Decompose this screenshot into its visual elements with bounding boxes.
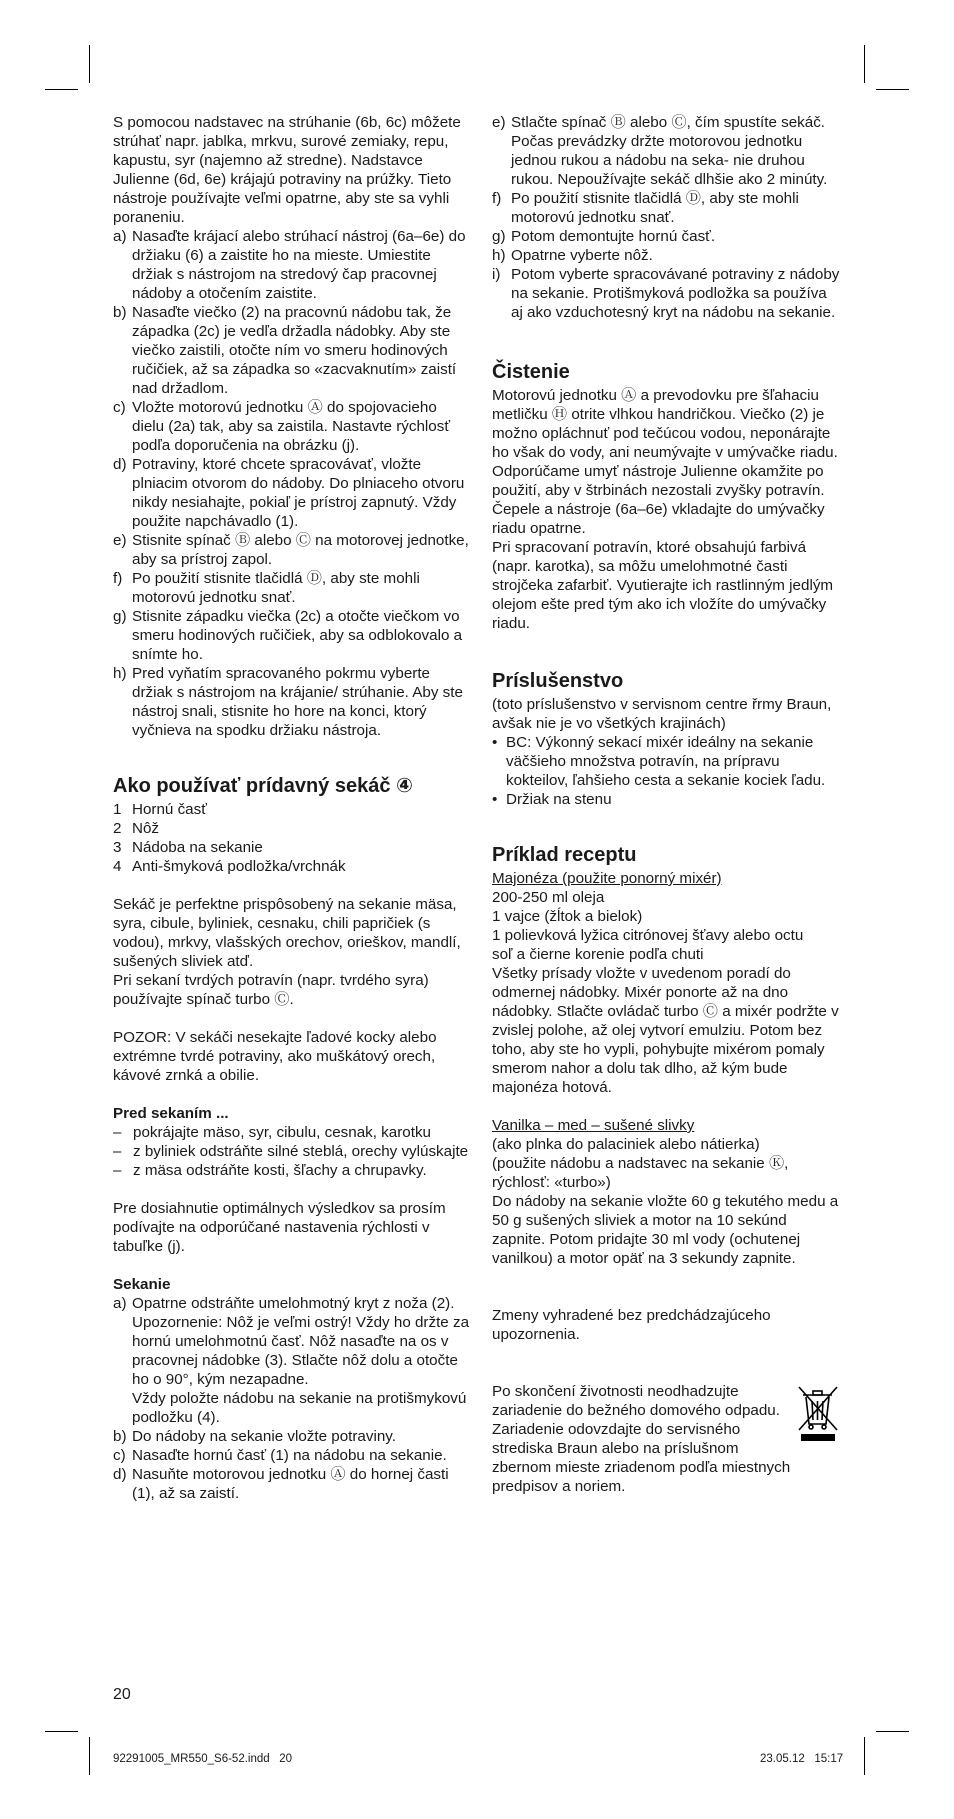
before-chopping-list xyxy=(113,1123,469,1180)
list-item: f) Po použití stisnite tlačidlá Ⓓ, aby ste mohli motorovú jednotku snať. xyxy=(492,190,799,226)
crop-mark xyxy=(876,89,909,90)
optimal-results-note: Pre dosiahnutie optimálnych výsledkov sa prosím podívajte na odporúčané nastavenia rýchlosti v tabuľke (j). xyxy=(113,1200,446,1255)
recipe-method: Do nádoby na sekanie vložte 60 g tekutého medu a 50 g sušených sliviek a motor na 10 sekúnd zapnite. Potom pridajte 30 ml vody (ochutenej vanilkou) a motor opäť na 3 sekundy zapnite. xyxy=(492,1193,839,1267)
list-item: e) Stlačte spínač Ⓑ alebo Ⓒ, čím spustíte sekáč. Počas prevádzky držte motorovou jednotku jednou rukou a nádobu na seka- nie druhou rukou. Nepoužívajte sekáč dlhšie ako 2 minúty. xyxy=(492,114,828,188)
chopping-heading: Sekanie xyxy=(113,1276,171,1293)
list-item: • BC: Výkonný sekací mixér ideálny na sekanie väčšieho množstva potravín, na prípravu kokteilov, ľahšieho cesta a sekanie kociek ľadu. xyxy=(492,734,826,789)
list-item: b) Nasaďte viečko (2) na pracovnú nádobu tak, že západka (2c) je vedľa držadla nádobky. Aby ste viečko zaistili, otočte ním vo smeru hodinových ručičiek, až sa západka so «zacvaknutím» zaistí nad držadlom. xyxy=(113,304,457,397)
footer-timestamp: 23.05.12 15:17 xyxy=(760,1753,844,1765)
chopper-steps-continued-list xyxy=(492,113,842,322)
intro-paragraph: S pomocou nadstavec na strúhanie (6b, 6c) môžete strúhať napr. jablka, mrkvu, surové zemiaky, repu, kapustu, syr (najemno až stredne). Nadstavce Julienne (6d, 6e) krájajú potraviny na prúžky. Tieto nástroje používajte veľmi opatrne, aby ste sa vyhli poraneniu. xyxy=(113,114,461,226)
recipe-ingredient: 1 vajce (žĺtok a bielok) xyxy=(492,908,643,925)
crop-mark xyxy=(45,1731,78,1732)
crop-mark xyxy=(45,89,78,90)
list-item: f) Po použití stisnite tlačidlá Ⓓ, aby ste mohli motorovú jednotku snať. xyxy=(113,570,420,606)
cleaning-heading: Čistenie xyxy=(492,361,570,383)
chopper-heading: Ako používať prídavný sekáč ④ xyxy=(113,775,413,797)
list-item: 3 Nádoba na sekanie xyxy=(113,839,263,856)
accessories-heading: Príslušenstvo xyxy=(492,670,624,692)
list-item: d) Potraviny, ktoré chcete spracovávať, vložte plniacim otvorom do nádoby. Do plniaceho otvoru nikdy nesiahajte, pokiaľ je prístroj zapnutý. Vždy použite napchávadlo (1). xyxy=(113,456,465,530)
list-item: 4 Anti-šmyková podložka/vrchnák xyxy=(113,858,346,875)
crop-mark xyxy=(89,1737,90,1775)
grater-steps-list xyxy=(113,227,469,740)
list-item: h) Pred vyňatím spracovaného pokrmu vyberte držiak s nástrojom na krájanie/ strúhanie. Aby ste nástroj snali, stisnite ho hore na konci, ktorý vyčnieva na spodku držiaku nástroja. xyxy=(113,665,463,739)
list-item: e) Stisnite spínač Ⓑ alebo Ⓒ na motorovej jednotke, aby sa prístroj zapol. xyxy=(113,532,469,568)
chopper-description: Sekáč je perfektne prispôsobený na sekanie mäsa, syra, cibule, byliniek, cesnaku, chili papričiek (s vodou), mrkvy, vlašských orechov, orieškov, mandlí, sušených sliviek atď. xyxy=(113,896,461,970)
list-item: g) Potom demontujte hornú časť. xyxy=(492,228,716,245)
list-item: b) Do nádoby na sekanie vložte potraviny. xyxy=(113,1428,396,1445)
list-item: c) Nasaďte hornú časť (1) na nádobu na sekanie. xyxy=(113,1447,447,1464)
list-item: a) Nasaďte krájací alebo strúhací nástroj (6a–6e) do držiaku (6) a zaistite ho na mieste. Umiestite držiak s nástrojom na stredový čap pracovnej nádoby a otočením zaistite. xyxy=(113,228,466,302)
list-item: a) Opatrne odstráňte umelohmotný kryt z noža (2). Upozornenie: Nôž je veľmi ostrý! Vždy ho držte za hornú umelohmotnú časť. Nôž nasaďte na os v pracovnej nádobke (3). Stlačte nôž dolu a otočte ho o 90°, kým nezapadne. Vždy položte nádobu na sekanie na protišmykovú podložku (4). xyxy=(113,1295,470,1426)
crossed-bin-icon xyxy=(796,1384,840,1496)
list-item: • Držiak na stenu xyxy=(492,791,612,808)
list-item: – pokrájajte mäso, syr, cibulu, cesnak, karotku xyxy=(113,1124,431,1141)
cleaning-paragraph: Motorovú jednotku Ⓐ a prevodovku pre šľahaciu metličku Ⓗ otrite vlhkou handričkou. Viečko (2) je možno opláchnuť pod tečúcou vodou, neponárajte ho však do vody, ani neumývajte v umývačke riadu. xyxy=(492,387,838,461)
list-item: 1 Hornú časť xyxy=(113,801,207,818)
changes-notice: Zmeny vyhradené bez predchádzajúceho upozornenia. xyxy=(492,1307,771,1343)
chopping-steps-list xyxy=(113,1294,469,1503)
recipe-ingredient: 1 polievková lyžica citrónovej šťavy alebo octu xyxy=(492,927,804,944)
chopper-turbo-note: Pri sekaní tvrdých potravín (napr. tvrdého syra) používajte spínač turbo Ⓒ. xyxy=(113,972,429,1008)
list-item: c) Vložte motorovú jednotku Ⓐ do spojovacieho dielu (2a) tak, aby sa zaistila. Nastavte rýchlosť podľa doporučenia na obrázku (j). xyxy=(113,399,451,454)
recipe-note: (ako plnka do palaciniek alebo nátierka) xyxy=(492,1136,760,1153)
recipe-ingredient: 200-250 ml oleja xyxy=(492,889,605,906)
list-item: g) Stisnite západku viečka (2c) a otočte viečkom vo smeru hodinových ručičiek, aby sa odblokovalo a snímte ho. xyxy=(113,608,463,663)
recipe-heading: Príklad receptu xyxy=(492,844,637,866)
page-number: 20 xyxy=(113,1686,131,1703)
before-chopping-heading: Pred sekaním ... xyxy=(113,1105,229,1122)
cleaning-paragraph: Pri spracovaní potravín, ktoré obsahujú farbivá (napr. karotka), sa môžu umelohmotné časti strojčeka zafarbiť. Vyutierajte ich rastlinným jedlým olejom ešte pred tým ako ich vložíte do umývačky riadu. xyxy=(492,539,834,632)
accessories-list xyxy=(492,733,842,809)
accessories-intro: (toto príslušenstvo v servisnom centre řrmy Braun, avšak nie je vo všetkých krajinách) xyxy=(492,696,832,732)
list-item: d) Nasuňte motorovou jednotku Ⓐ do hornej časti (1), až sa zaistí. xyxy=(113,1466,449,1502)
list-item: i) Potom vyberte spracovávané potraviny z nádoby na sekanie. Protišmyková podložka sa používa aj ako vzduchotesný kryt na nádobu na sekanie. xyxy=(492,266,840,321)
disposal-block xyxy=(492,1382,842,1496)
cleaning-paragraph: Odporúčame umyť nástroje Julienne okamžite po použití, aby v štrbinách nezostali zvyšky potravín. Čepele a nástroje (6a–6e) vkladajte do umývačky riadu opatrne. xyxy=(492,463,825,537)
footer-file-name: 92291005_MR550_S6-52.indd 20 xyxy=(113,1753,293,1765)
crop-mark xyxy=(876,1731,909,1732)
crop-mark xyxy=(864,45,865,83)
list-item: – z mäsa odstráňte kosti, šľachy a chrupavky. xyxy=(113,1162,427,1179)
recipe-note: (použite nádobu a nadstavec na sekanie Ⓚ, rýchlosť: «turbo») xyxy=(492,1155,789,1191)
list-item: – z byliniek odstráňte silné steblá, orechy vylúskajte xyxy=(113,1143,469,1160)
chopper-warning: POZOR: V sekáči nesekajte ľadové kocky alebo extrémne tvrdé potraviny, ako muškátový orech, kávové zrnká a obilie. xyxy=(113,1029,437,1084)
crop-mark xyxy=(864,1737,865,1775)
left-column xyxy=(113,113,469,1503)
crop-mark xyxy=(89,45,90,83)
recipe-ingredient: soľ a čierne korenie podľa chuti xyxy=(492,946,704,963)
right-column xyxy=(492,113,842,1496)
chopper-parts-list xyxy=(113,800,469,876)
list-item: 2 Nôž xyxy=(113,820,160,837)
recipe-title: Majonéza (použite ponorný mixér) xyxy=(492,870,722,887)
recipe-title: Vanilka – med – sušené slivky xyxy=(492,1117,695,1134)
list-item: h) Opatrne vyberte nôž. xyxy=(492,247,653,264)
recipe-method: Všetky prísady vložte v uvedenom poradí do odmernej nádobky. Mixér ponorte až na dno nádobky. Stlačte ovládač turbo Ⓒ a mixér podržte v zvislej polohe, až olej vytvorí emulziu. Potom bez toho, aby ste ho vypli, pohybujte mixérom pomaly smerom nahor a dolu tak dlho, až kým bude majonéza hotová. xyxy=(492,965,839,1096)
disposal-text: Po skončení životnosti neodhadzujte zariadenie do bežného domového odpadu. Zariadenie odovzdajte do servisného strediska Braun alebo na príslušnom zbernom mieste zriadenom podľa miestnych predpisov a noriem. xyxy=(492,1383,791,1495)
